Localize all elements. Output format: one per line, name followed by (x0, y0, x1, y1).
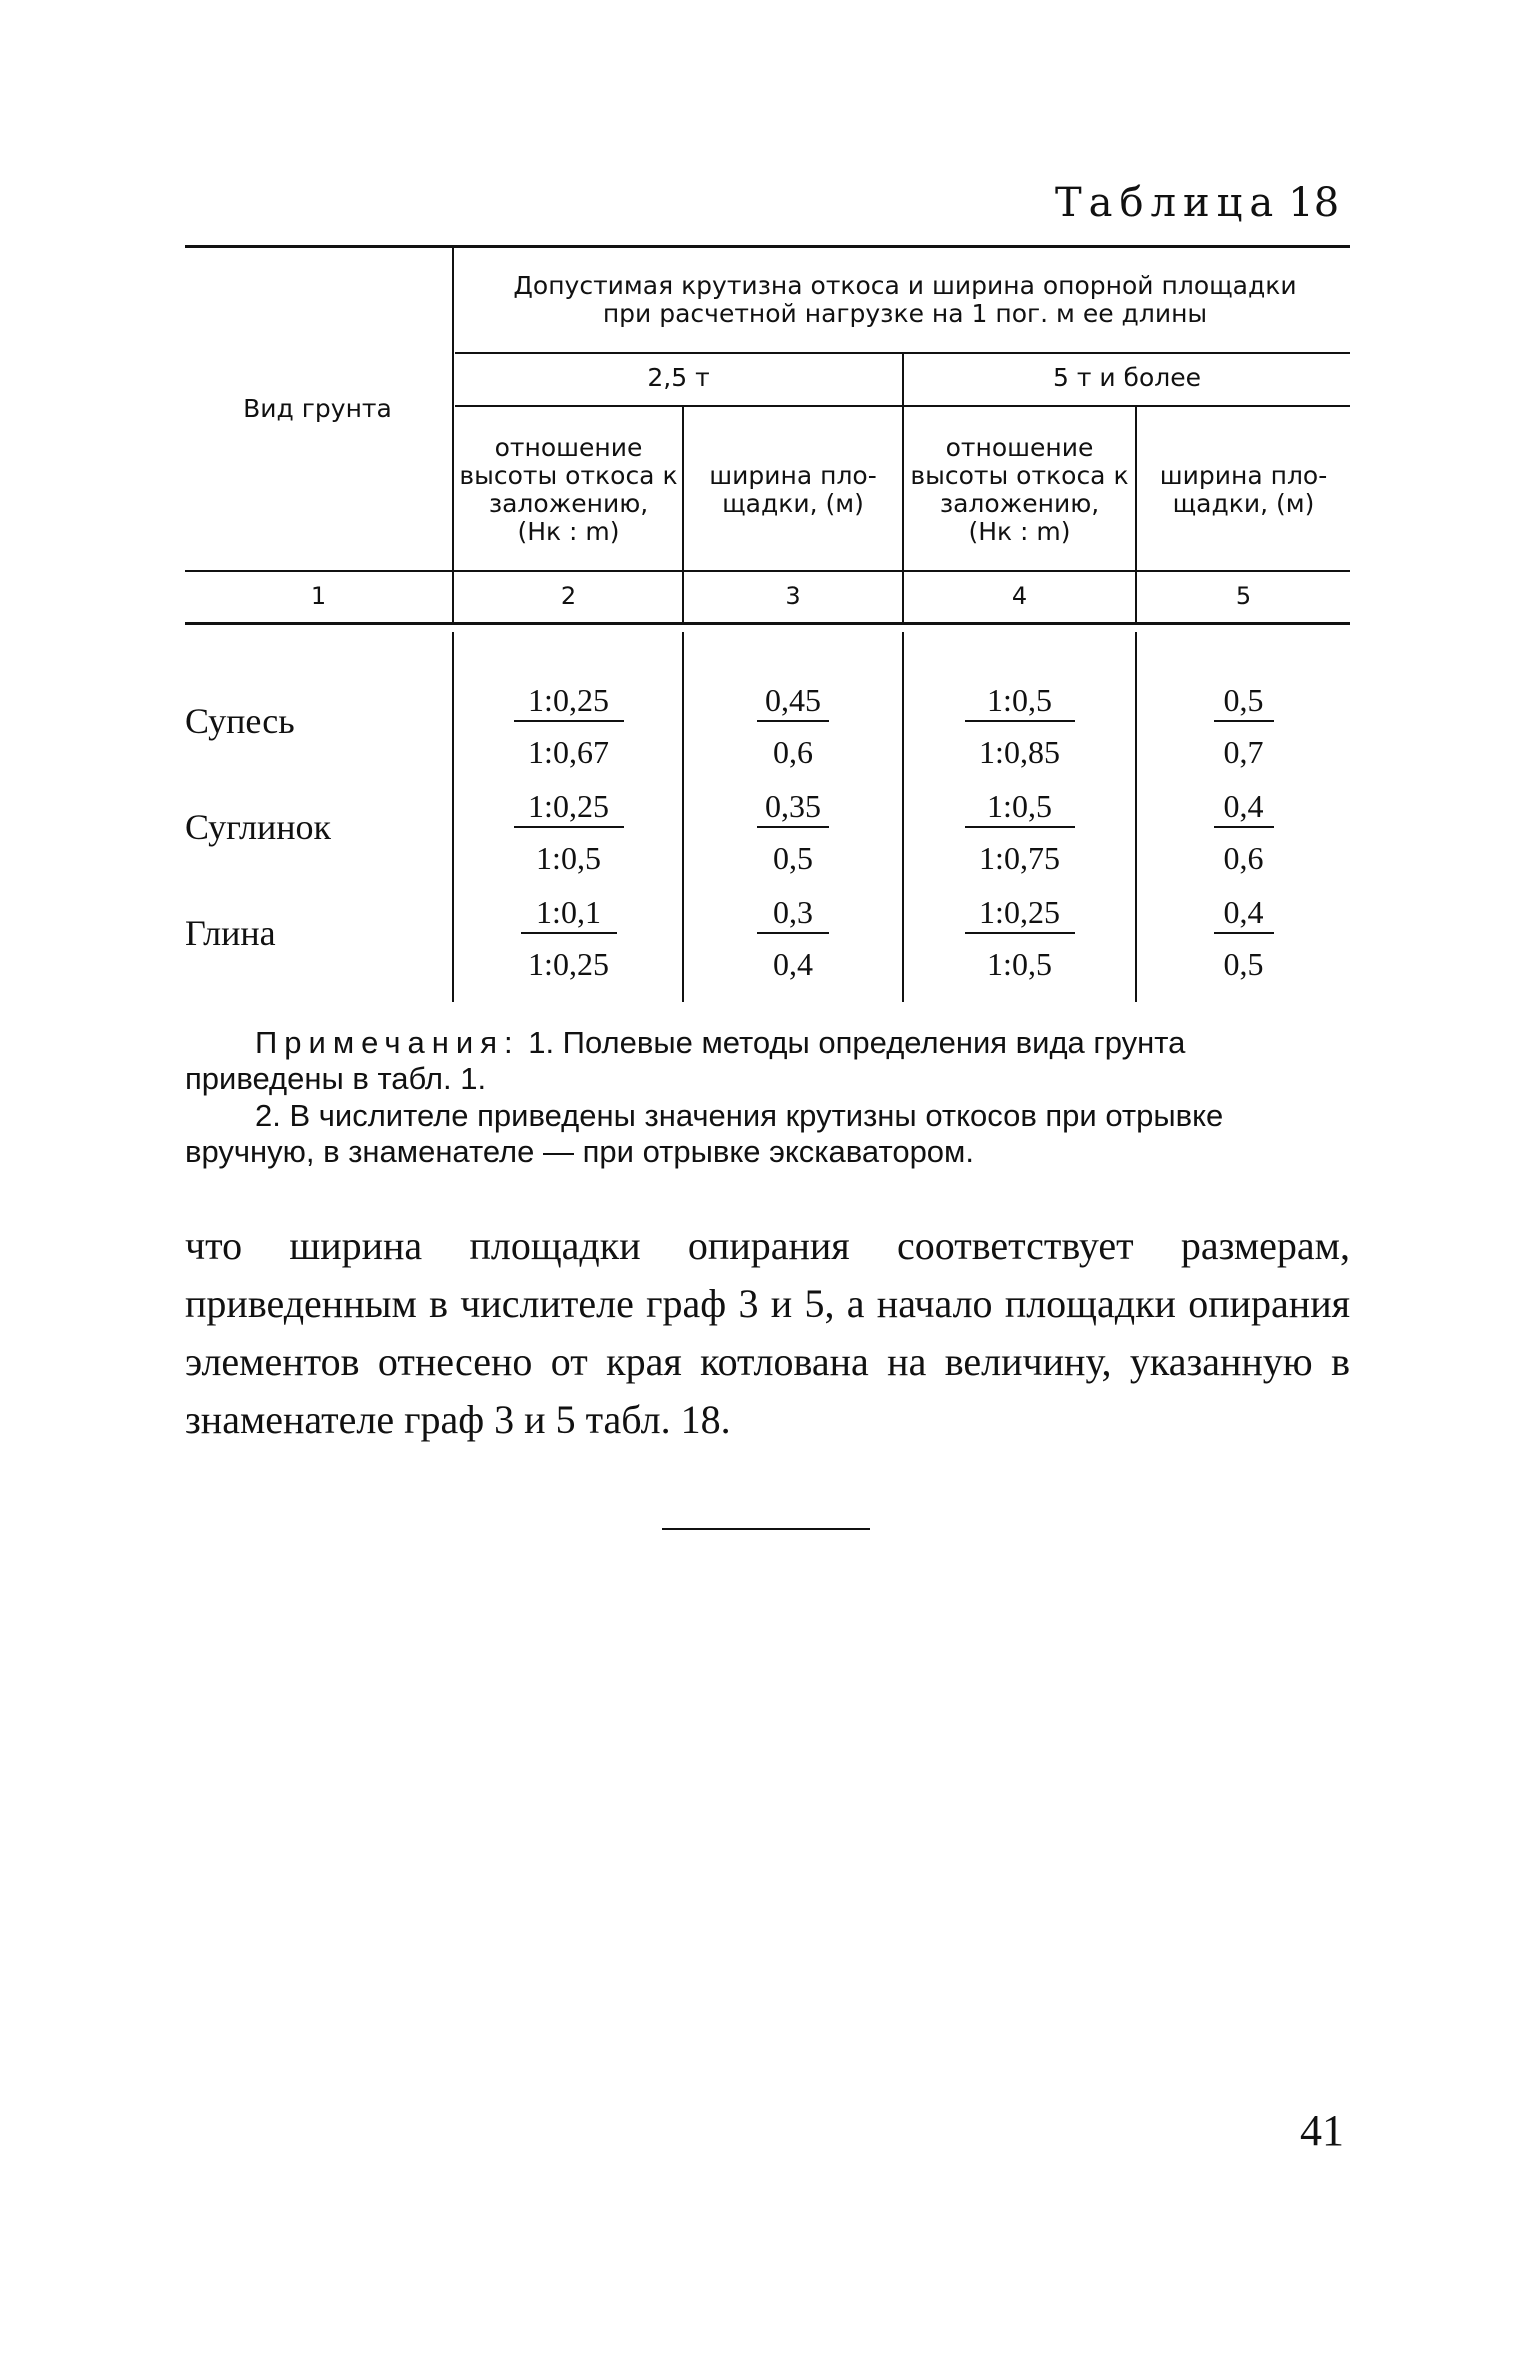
cell-r3-c4-denominator: 1:0,5 (987, 946, 1052, 982)
cell-r1-c2-denominator: 1:0,67 (528, 734, 609, 770)
note-1-text: 1. Полевые методы определения вида грунта приведены в табл. 1. (185, 1025, 1186, 1096)
cell-r3-c5 (1137, 892, 1350, 984)
soil-name-clay: Глина (185, 913, 276, 953)
cell-r3-c2-numerator: 1:0,1 (521, 892, 617, 934)
header-ratio-label-col4: отношение высоты откоса к заложению, (910, 433, 1129, 518)
cell-r2-c2-numerator: 1:0,25 (514, 786, 624, 828)
header-width-col5: ширина пло- щадки, (м) (1159, 461, 1328, 518)
table-caption-word: Таблица (1055, 180, 1281, 226)
note-2: 2. В числителе приведены значения крутизны откосов при отрывке вручную, в знаменателе — при отрывке экскаватором. (185, 1098, 1224, 1169)
header-main: Допустимая крутизна откоса и ширина опорной площадки при расчетной нагрузке на 1 пог. м ее длины (513, 271, 1297, 328)
header-bottom-rule (185, 570, 1350, 572)
table-top-rule (185, 245, 1350, 248)
table-caption (1055, 180, 1339, 226)
body-vline-1 (452, 632, 454, 1002)
soil-name-loam: Суглинок (185, 807, 332, 847)
col-number-3: 3 (785, 582, 801, 610)
cell-r1-c5 (1137, 680, 1350, 772)
cell-r3-c4-numerator: 1:0,25 (965, 892, 1075, 934)
cell-r1-c2 (455, 680, 682, 772)
header-ratio-formula-col4: (Hк : m) (968, 517, 1071, 546)
cell-r2-c5 (1137, 786, 1350, 878)
cell-r2-c3 (684, 786, 902, 878)
header-ratio-col2 (455, 434, 682, 546)
cell-r3-c3-denominator: 0,4 (773, 946, 813, 982)
col-number-5: 5 (1235, 582, 1252, 610)
cell-r1-c2-numerator: 1:0,25 (514, 680, 624, 722)
note-1 (185, 1025, 1350, 1097)
cell-r2-c4-denominator: 1:0,75 (979, 840, 1060, 876)
col-number-2: 2 (560, 582, 577, 610)
cell-r2-c5-numerator: 0,4 (1214, 786, 1274, 828)
cell-r2-c3-numerator: 0,35 (757, 786, 829, 828)
cell-r1-c5-denominator: 0,7 (1223, 734, 1264, 770)
colnum-bottom-rule (185, 622, 1350, 625)
cell-r1-c4-denominator: 1:0,85 (979, 734, 1060, 770)
header-width-col3: ширина пло- щадки, (м) (709, 461, 877, 518)
cell-r1-c5-numerator: 0,5 (1214, 680, 1274, 722)
table-caption-number: 18 (1288, 180, 1340, 226)
cell-r2-c4 (904, 786, 1135, 878)
cell-r3-c2-denominator: 1:0,25 (528, 946, 609, 982)
header-group-2-5t: 2,5 т (647, 363, 710, 392)
section-separator (662, 1528, 870, 1530)
header-ratio-col4 (904, 434, 1135, 546)
header-vline-1 (452, 248, 454, 622)
cell-r1-c3-denominator: 0,6 (773, 734, 813, 770)
header-soil-type: Вид грунта (243, 394, 392, 423)
cell-r1-c4-numerator: 1:0,5 (965, 680, 1075, 722)
notes-label: Примечания: (255, 1025, 520, 1060)
cell-r3-c4 (904, 892, 1135, 984)
cell-r1-c3 (684, 680, 902, 772)
header-ratio-label-col2: отношение высоты откоса к заложению, (459, 433, 678, 518)
cell-r3-c3 (684, 892, 902, 984)
col-number-4: 4 (1011, 582, 1028, 610)
cell-r3-c5-denominator: 0,5 (1223, 946, 1264, 982)
cell-r2-c3-denominator: 0,5 (773, 840, 813, 876)
cell-r1-c4 (904, 680, 1135, 772)
cell-r3-c3-numerator: 0,3 (757, 892, 829, 934)
cell-r2-c4-numerator: 1:0,5 (965, 786, 1075, 828)
cell-r2-c2-denominator: 1:0,5 (536, 840, 601, 876)
cell-r2-c2 (455, 786, 682, 878)
cell-r3-c5-numerator: 0,4 (1214, 892, 1274, 934)
body-paragraph: что ширина площадки опирания соответствует размерам, приведенным в числителе граф 3 и 5, а начало площадки опирания элементов отнесено от края котлована на величину, указанную в знаменателе граф 3 и 5 табл. 18. (185, 1223, 1350, 1442)
cell-r1-c3-numerator: 0,45 (757, 680, 829, 722)
page-number: 41 (1300, 2106, 1344, 2155)
cell-r3-c2 (455, 892, 682, 984)
col-number-1: 1 (310, 582, 327, 610)
cell-r2-c5-denominator: 0,6 (1223, 840, 1264, 876)
header-group-5t: 5 т и более (1052, 363, 1201, 392)
soil-name-sandy-loam: Супесь (185, 701, 295, 741)
header-ratio-formula-col2: (Hк : m) (517, 517, 620, 546)
